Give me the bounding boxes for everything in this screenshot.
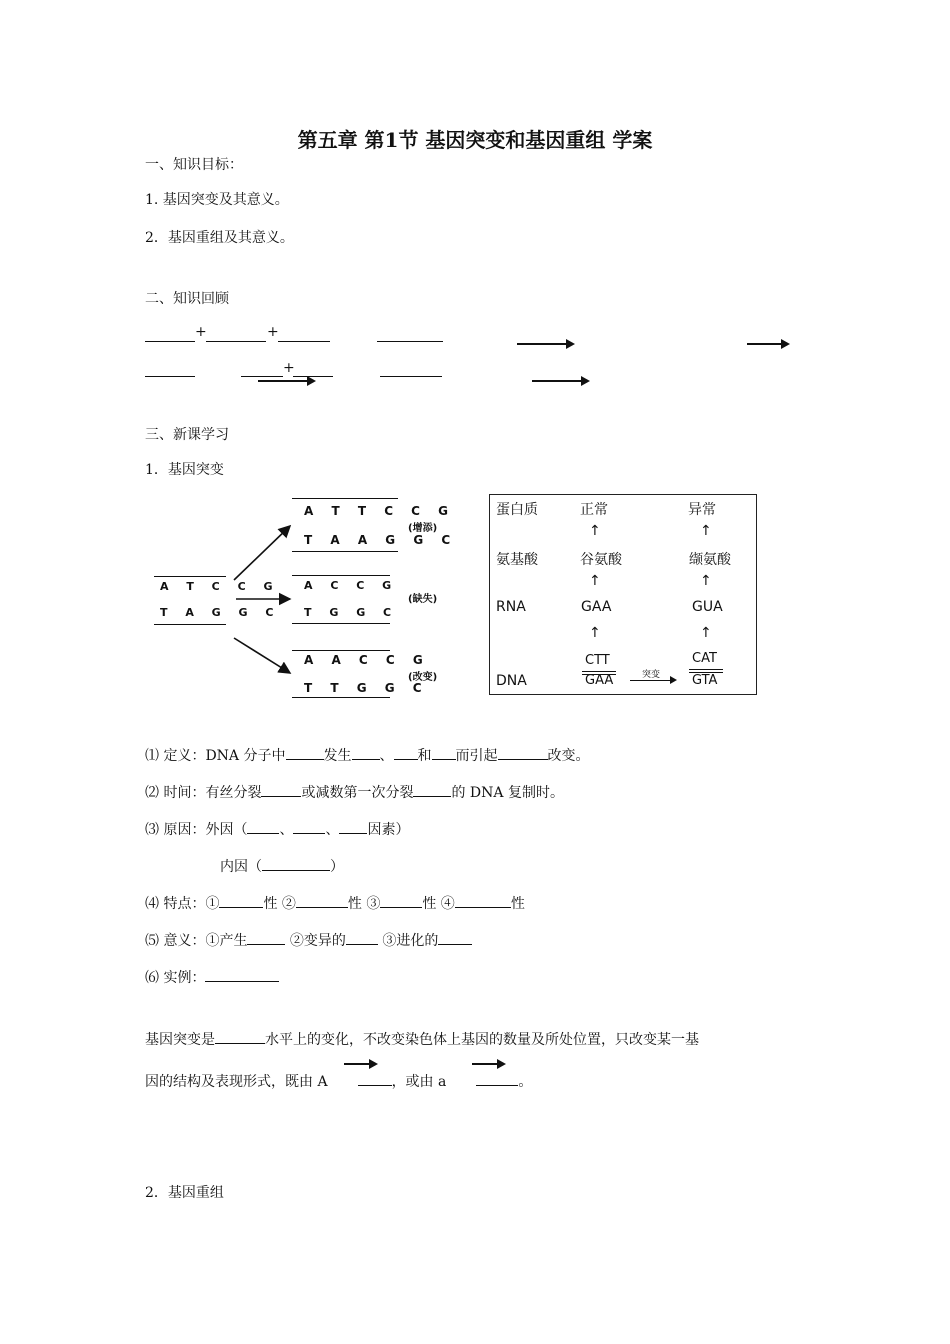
normal-rna: GAA xyxy=(581,599,612,615)
plus-sign: + xyxy=(267,324,279,340)
blank-line[interactable] xyxy=(145,341,195,342)
answer-blank[interactable] xyxy=(432,745,456,760)
blank-line[interactable] xyxy=(380,376,442,377)
blank-line[interactable] xyxy=(206,341,266,342)
question-cause-external: ⑶ 原因：外因（ 、 、 因素） xyxy=(145,819,409,839)
answer-blank[interactable] xyxy=(346,930,378,945)
question-cause-internal: 内因（ ） xyxy=(220,856,344,876)
page-title: 第五章 第1节 基因突变和基因重组 学案 xyxy=(297,128,653,152)
arrow-icon xyxy=(258,380,308,382)
strand-line xyxy=(292,623,390,624)
row-label-dna: DNA xyxy=(496,673,527,689)
question-time: ⑵ 时间：有丝分裂 或减数第一次分裂 的 DNA 复制时。 xyxy=(145,782,564,802)
section2-heading: 二、知识回顾 xyxy=(145,291,229,307)
section1-heading: 一、知识目标： xyxy=(145,157,243,173)
plus-sign: + xyxy=(283,360,295,376)
normal-amino-acid: 谷氨酸 xyxy=(580,552,622,568)
arrow-up-icon: ↑ xyxy=(589,523,601,539)
paragraph-line-2: 因的结构及表现形式，既由 A ，或由 a 。 xyxy=(145,1071,532,1091)
objective-item-1: 1. 基因突变及其意义。 xyxy=(145,192,289,208)
subsection-gene-recombination: 2．基因重组 xyxy=(145,1185,224,1201)
substitution-bottom-strand: T T G G C xyxy=(304,681,429,695)
question-example: ⑹ 实例： xyxy=(145,967,279,987)
answer-blank[interactable] xyxy=(358,1071,392,1086)
paragraph-line-1: 基因突变是 水平上的变化，不改变染色体上基因的数量及所处位置，只改变某一基 xyxy=(145,1029,699,1049)
arrow-up-icon: ↑ xyxy=(589,573,601,589)
answer-blank[interactable] xyxy=(296,893,348,908)
answer-blank[interactable] xyxy=(438,930,472,945)
answer-blank[interactable] xyxy=(205,967,279,982)
strand-line xyxy=(292,697,390,698)
row-label-rna: RNA xyxy=(496,599,526,615)
answer-blank[interactable] xyxy=(498,745,548,760)
blank-line[interactable] xyxy=(145,376,195,377)
arrow-head-icon xyxy=(670,676,677,684)
arrow-up-icon: ↑ xyxy=(589,625,601,641)
strand-line xyxy=(292,650,390,651)
arrow-icon xyxy=(747,343,782,345)
blank-line[interactable] xyxy=(278,341,330,342)
substitution-top-strand: A A C C G xyxy=(304,653,430,667)
normal-dna-bottom: GAA xyxy=(585,673,614,688)
answer-blank[interactable] xyxy=(247,930,285,945)
strand-line xyxy=(154,576,226,577)
blank-line[interactable] xyxy=(241,376,283,377)
arrow-up-icon: ↑ xyxy=(700,523,712,539)
abnormal-dna-top: CAT xyxy=(692,651,717,666)
arrow-icon xyxy=(517,343,567,345)
answer-blank[interactable] xyxy=(215,1029,265,1044)
answer-blank[interactable] xyxy=(380,893,422,908)
answer-blank[interactable] xyxy=(262,856,330,871)
deletion-bottom-strand: T G G C xyxy=(304,606,399,619)
arrow-up-icon: ↑ xyxy=(700,625,712,641)
objective-item-2: 2．基因重组及其意义。 xyxy=(145,230,294,246)
deletion-top-strand: A C C G xyxy=(304,579,399,592)
abnormal-rna: GUA xyxy=(692,599,723,615)
answer-blank[interactable] xyxy=(352,745,380,760)
mutation-label: 突变 xyxy=(642,670,661,680)
arrow-up-icon: ↑ xyxy=(700,573,712,589)
abnormal-dna-bottom: GTA xyxy=(692,673,718,688)
branch-arrows xyxy=(226,510,306,690)
subsection-gene-mutation: 1．基因突变 xyxy=(145,462,224,478)
row-label-protein: 蛋白质 xyxy=(496,502,538,518)
mutation-arrow xyxy=(630,680,672,681)
answer-blank[interactable] xyxy=(286,745,324,760)
answer-blank[interactable] xyxy=(476,1071,518,1086)
sickle-cell-diagram xyxy=(489,494,757,695)
answer-blank[interactable] xyxy=(261,782,301,797)
addition-label: (增添) xyxy=(408,523,438,534)
addition-top-strand: A T T C C G xyxy=(304,504,456,518)
arrow-icon xyxy=(344,1063,370,1065)
normal-protein: 正常 xyxy=(580,502,608,518)
question-definition: ⑴ 定义：DNA 分子中 发生 、 和 而引起 改变。 xyxy=(145,745,590,765)
row-label-amino-acid: 氨基酸 xyxy=(496,552,538,568)
answer-blank[interactable] xyxy=(413,782,451,797)
strand-line xyxy=(292,575,390,576)
answer-blank[interactable] xyxy=(219,893,263,908)
plus-sign: + xyxy=(195,324,207,340)
question-significance: ⑸ 意义：①产生 ②变异的 ③进化的 xyxy=(145,930,472,950)
strand-line xyxy=(292,551,398,552)
strand-line xyxy=(292,498,398,499)
strand-line xyxy=(582,671,616,672)
blank-line[interactable] xyxy=(377,341,443,342)
original-top-strand: A T C C G xyxy=(160,580,280,593)
answer-blank[interactable] xyxy=(247,819,279,834)
addition-bottom-strand: T A A G G C xyxy=(304,533,458,547)
abnormal-amino-acid: 缬氨酸 xyxy=(689,552,731,568)
strand-line xyxy=(154,624,226,625)
arrow-icon xyxy=(532,380,582,382)
abnormal-protein: 异常 xyxy=(688,502,716,518)
question-features: ⑷ 特点：① 性 ② 性 ③ 性 ④ 性 xyxy=(145,893,525,913)
answer-blank[interactable] xyxy=(339,819,367,834)
original-bottom-strand: T A G G C xyxy=(160,606,281,619)
answer-blank[interactable] xyxy=(293,819,325,834)
arrow-icon xyxy=(472,1063,498,1065)
strand-line xyxy=(689,669,723,670)
deletion-label: (缺失) xyxy=(408,594,438,605)
answer-blank[interactable] xyxy=(394,745,418,760)
substitution-label: (改变) xyxy=(408,672,438,683)
normal-dna-top: CTT xyxy=(585,653,610,668)
section3-heading: 三、新课学习 xyxy=(145,427,229,443)
answer-blank[interactable] xyxy=(455,893,511,908)
